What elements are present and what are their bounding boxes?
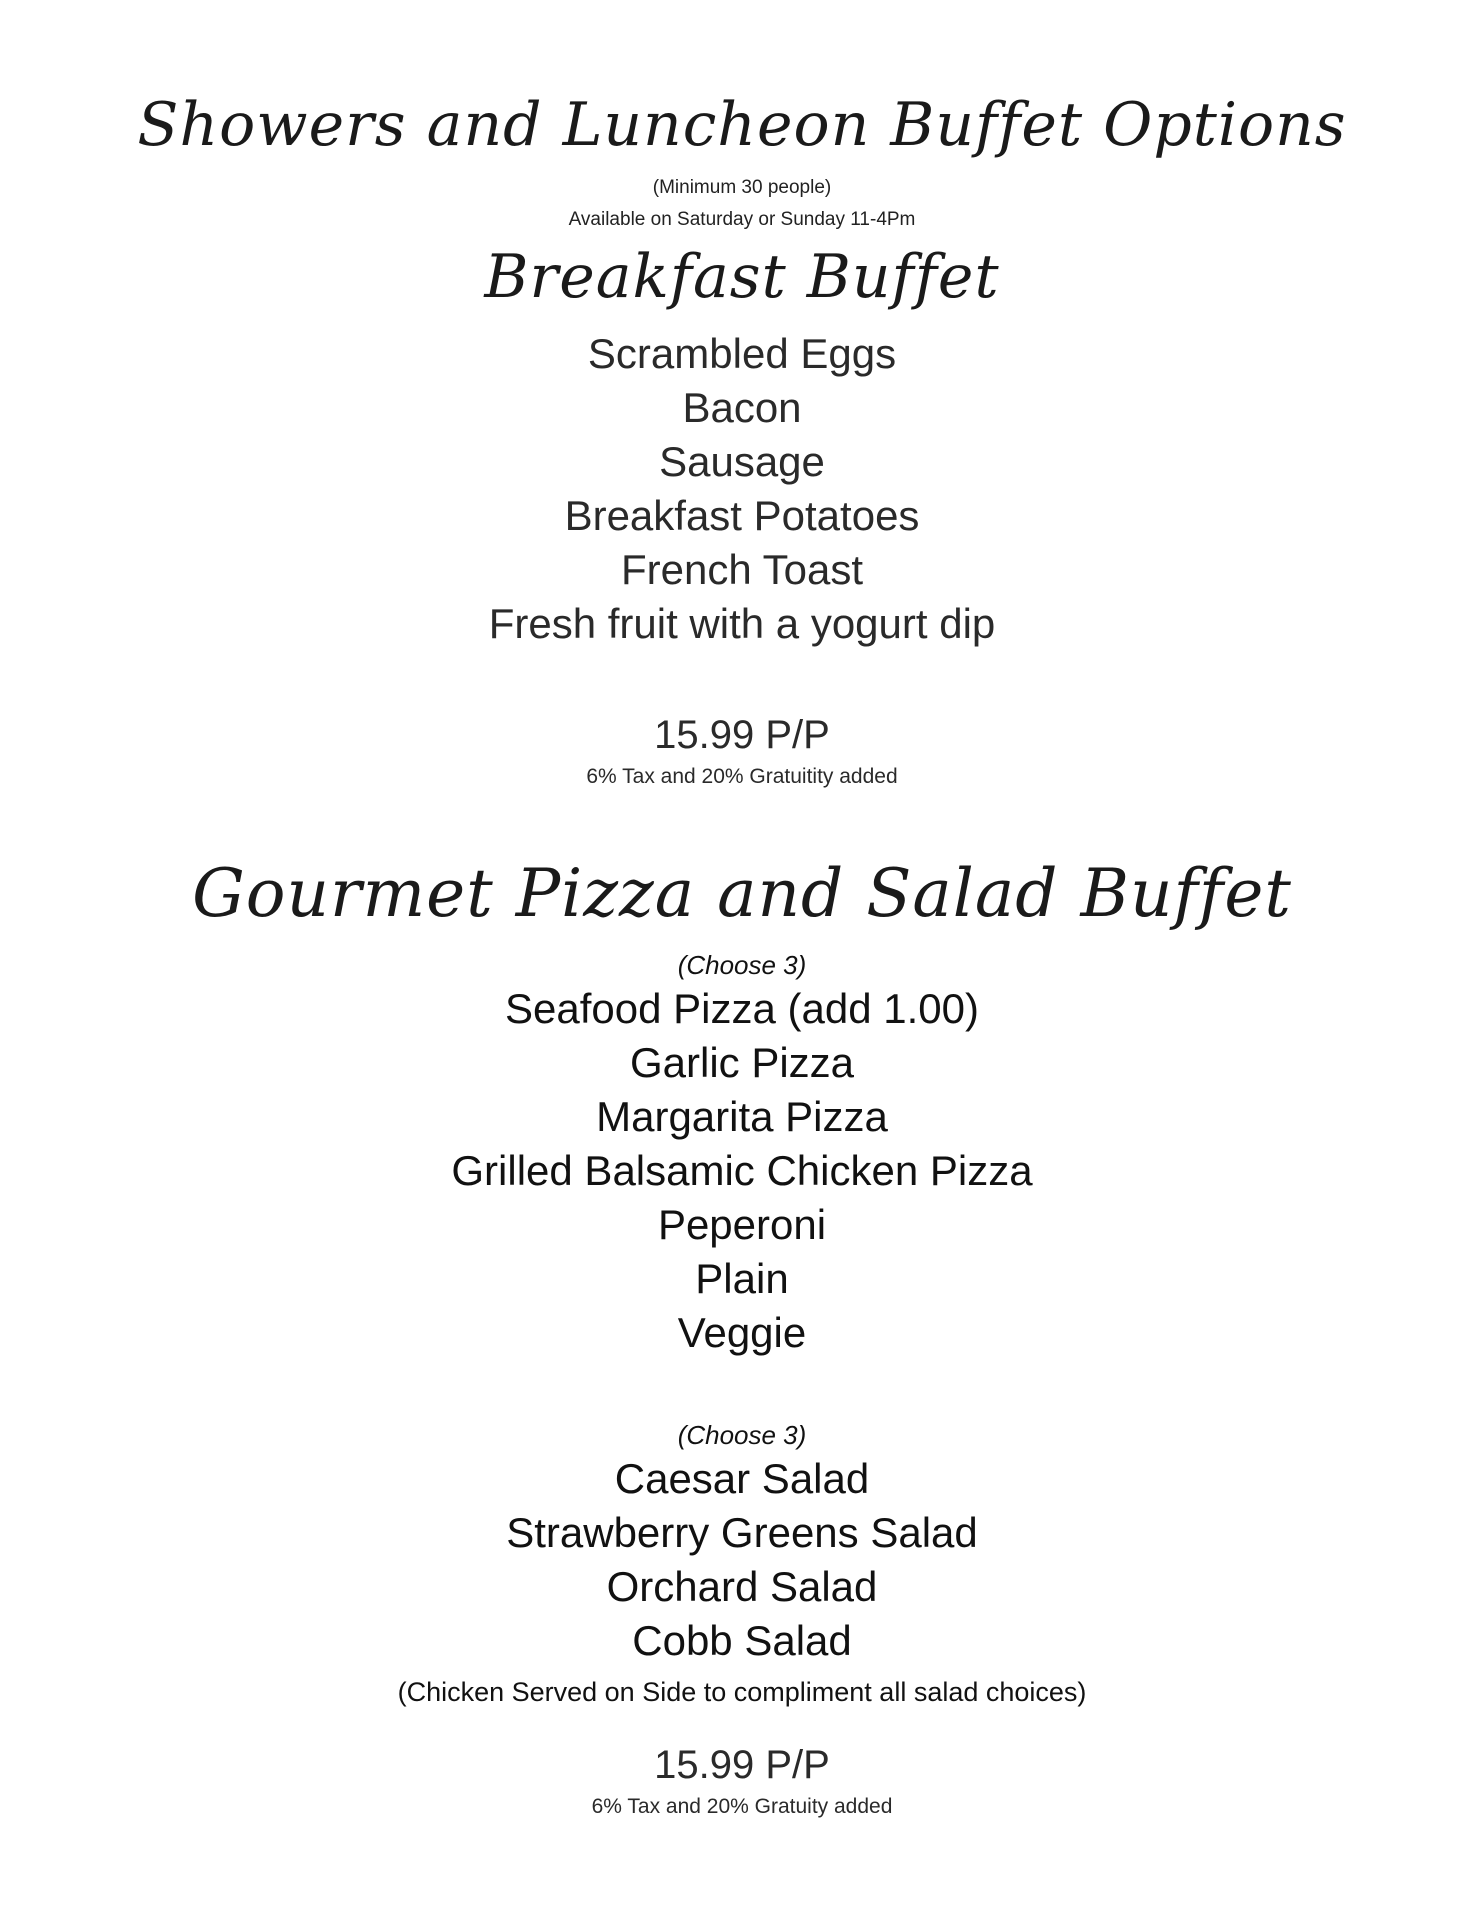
list-item: Scrambled Eggs [587,330,897,377]
pizza-choose-note: (Choose 3) [677,950,807,980]
list-item: Veggie [677,1309,807,1356]
list-item: Fresh fruit with a yogurt dip [488,600,996,647]
salad-chicken-note: (Chicken Served on Side to compliment all salad choices) [397,1677,1087,1707]
list-item: Grilled Balsamic Chicken Pizza [451,1147,1033,1194]
list-item: Garlic Pizza [629,1039,855,1086]
list-item: Seafood Pizza (add 1.00) [505,985,979,1032]
list-item: Strawberry Greens Salad [506,1509,978,1556]
list-item: Margarita Pizza [596,1093,888,1140]
list-item: Cobb Salad [632,1617,852,1664]
pizza-salad-tax-note: 6% Tax and 20% Gratuity added [591,1795,893,1818]
minimum-note: (Minimum 30 people) [652,177,832,198]
breakfast-price: 15.99 P/P [654,713,830,757]
list-item: Caesar Salad [614,1455,870,1502]
list-item: Peperoni [657,1201,827,1248]
page-title: Showers and Luncheon Buffet Options [137,90,1347,160]
salad-items-list [0,1452,1484,1668]
availability-note: Available on Saturday or Sunday 11-4Pm [568,209,916,230]
list-item: Plain [695,1255,789,1302]
breakfast-items-list [0,327,1484,651]
list-item: Bacon [682,384,802,431]
list-item: French Toast [620,546,863,593]
list-item: Breakfast Potatoes [564,492,920,539]
pizza-items-list [0,982,1484,1360]
pizza-salad-price: 15.99 P/P [654,1743,830,1787]
list-item: Orchard Salad [606,1563,878,1610]
breakfast-tax-note: 6% Tax and 20% Gratuitity added [586,765,898,788]
salad-choose-note: (Choose 3) [677,1420,807,1450]
breakfast-buffet-title: Breakfast Buffet [484,242,1000,312]
pizza-salad-buffet-title: Gourmet Pizza and Salad Buffet [192,855,1292,932]
list-item: Sausage [659,438,825,485]
